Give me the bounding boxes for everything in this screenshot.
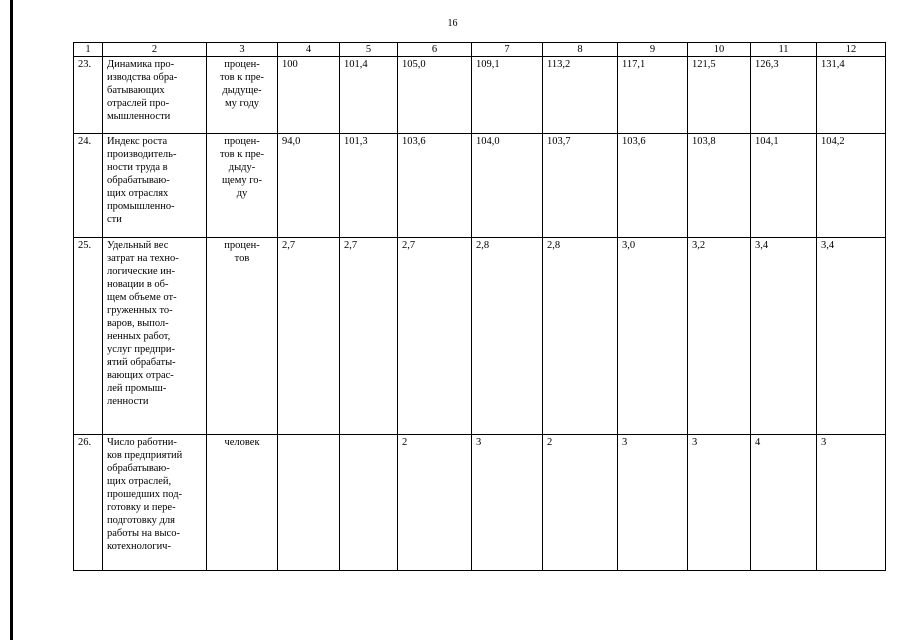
value-cell: 3,0	[618, 238, 688, 435]
value-cell: 100	[278, 57, 340, 134]
col-header-2: 2	[103, 43, 207, 57]
value-cell: 3	[688, 435, 751, 571]
table-row	[74, 57, 886, 134]
value-cell: 105,0	[398, 57, 472, 134]
value-cell: 103,6	[398, 134, 472, 238]
value-cell: 103,6	[618, 134, 688, 238]
col-header-8: 8	[543, 43, 618, 57]
col-header-3: 3	[207, 43, 278, 57]
row-number: 23.	[74, 57, 103, 134]
col-header-10: 10	[688, 43, 751, 57]
value-cell: 121,5	[688, 57, 751, 134]
indicators-table	[73, 42, 886, 571]
value-cell: 2	[543, 435, 618, 571]
table-header	[74, 43, 886, 57]
value-cell: 94,0	[278, 134, 340, 238]
value-cell: 2,7	[278, 238, 340, 435]
table-row	[74, 435, 886, 571]
value-cell: 131,4	[817, 57, 886, 134]
value-cell: 3	[618, 435, 688, 571]
value-cell: 104,0	[472, 134, 543, 238]
table-row	[74, 134, 886, 238]
col-header-7: 7	[472, 43, 543, 57]
value-cell	[278, 435, 340, 571]
value-cell: 113,2	[543, 57, 618, 134]
value-cell: 2,7	[398, 238, 472, 435]
value-cell: 3	[817, 435, 886, 571]
value-cell: 2	[398, 435, 472, 571]
col-header-11: 11	[751, 43, 817, 57]
value-cell: 2,7	[340, 238, 398, 435]
col-header-4: 4	[278, 43, 340, 57]
indicator-name: Динамика про- изводства обра- батывающих отраслей про- мышленности	[103, 57, 207, 134]
value-cell: 101,3	[340, 134, 398, 238]
col-header-5: 5	[340, 43, 398, 57]
unit-cell: процен- тов к пре- дыдуще- му году	[207, 57, 278, 134]
header-row	[74, 43, 886, 57]
row-number: 25.	[74, 238, 103, 435]
value-cell: 103,7	[543, 134, 618, 238]
left-margin-bar	[10, 0, 13, 640]
indicator-name: Индекс роста производитель- ности труда в обрабатываю- щих отраслях промышленно- сти	[103, 134, 207, 238]
value-cell: 101,4	[340, 57, 398, 134]
value-cell: 3,2	[688, 238, 751, 435]
value-cell: 126,3	[751, 57, 817, 134]
value-cell: 4	[751, 435, 817, 571]
col-header-1: 1	[74, 43, 103, 57]
value-cell: 3	[472, 435, 543, 571]
row-number: 24.	[74, 134, 103, 238]
value-cell: 104,1	[751, 134, 817, 238]
value-cell: 3,4	[751, 238, 817, 435]
value-cell: 2,8	[472, 238, 543, 435]
col-header-12: 12	[817, 43, 886, 57]
col-header-9: 9	[618, 43, 688, 57]
unit-cell: процен- тов	[207, 238, 278, 435]
row-number: 26.	[74, 435, 103, 571]
value-cell: 2,8	[543, 238, 618, 435]
col-header-6: 6	[398, 43, 472, 57]
indicator-name: Число работни- ков предприятий обрабатываю- щих отраслей, прошедших под- готовку и пере- подготовку для работы на высо- котехнологич-	[103, 435, 207, 571]
value-cell: 117,1	[618, 57, 688, 134]
value-cell	[340, 435, 398, 571]
indicator-name: Удельный вес затрат на техно- логические ин- новации в об- щем объеме от- груженных то- варов, выпол- ненных работ, услуг предпри- ятий обрабаты- вающих отрас- лей промыш- ленности	[103, 238, 207, 435]
table-row	[74, 238, 886, 435]
page-number: 16	[447, 18, 458, 29]
value-cell: 3,4	[817, 238, 886, 435]
value-cell: 103,8	[688, 134, 751, 238]
unit-cell: процен- тов к пре- дыду- щему го- ду	[207, 134, 278, 238]
unit-cell: человек	[207, 435, 278, 571]
value-cell: 104,2	[817, 134, 886, 238]
value-cell: 109,1	[472, 57, 543, 134]
